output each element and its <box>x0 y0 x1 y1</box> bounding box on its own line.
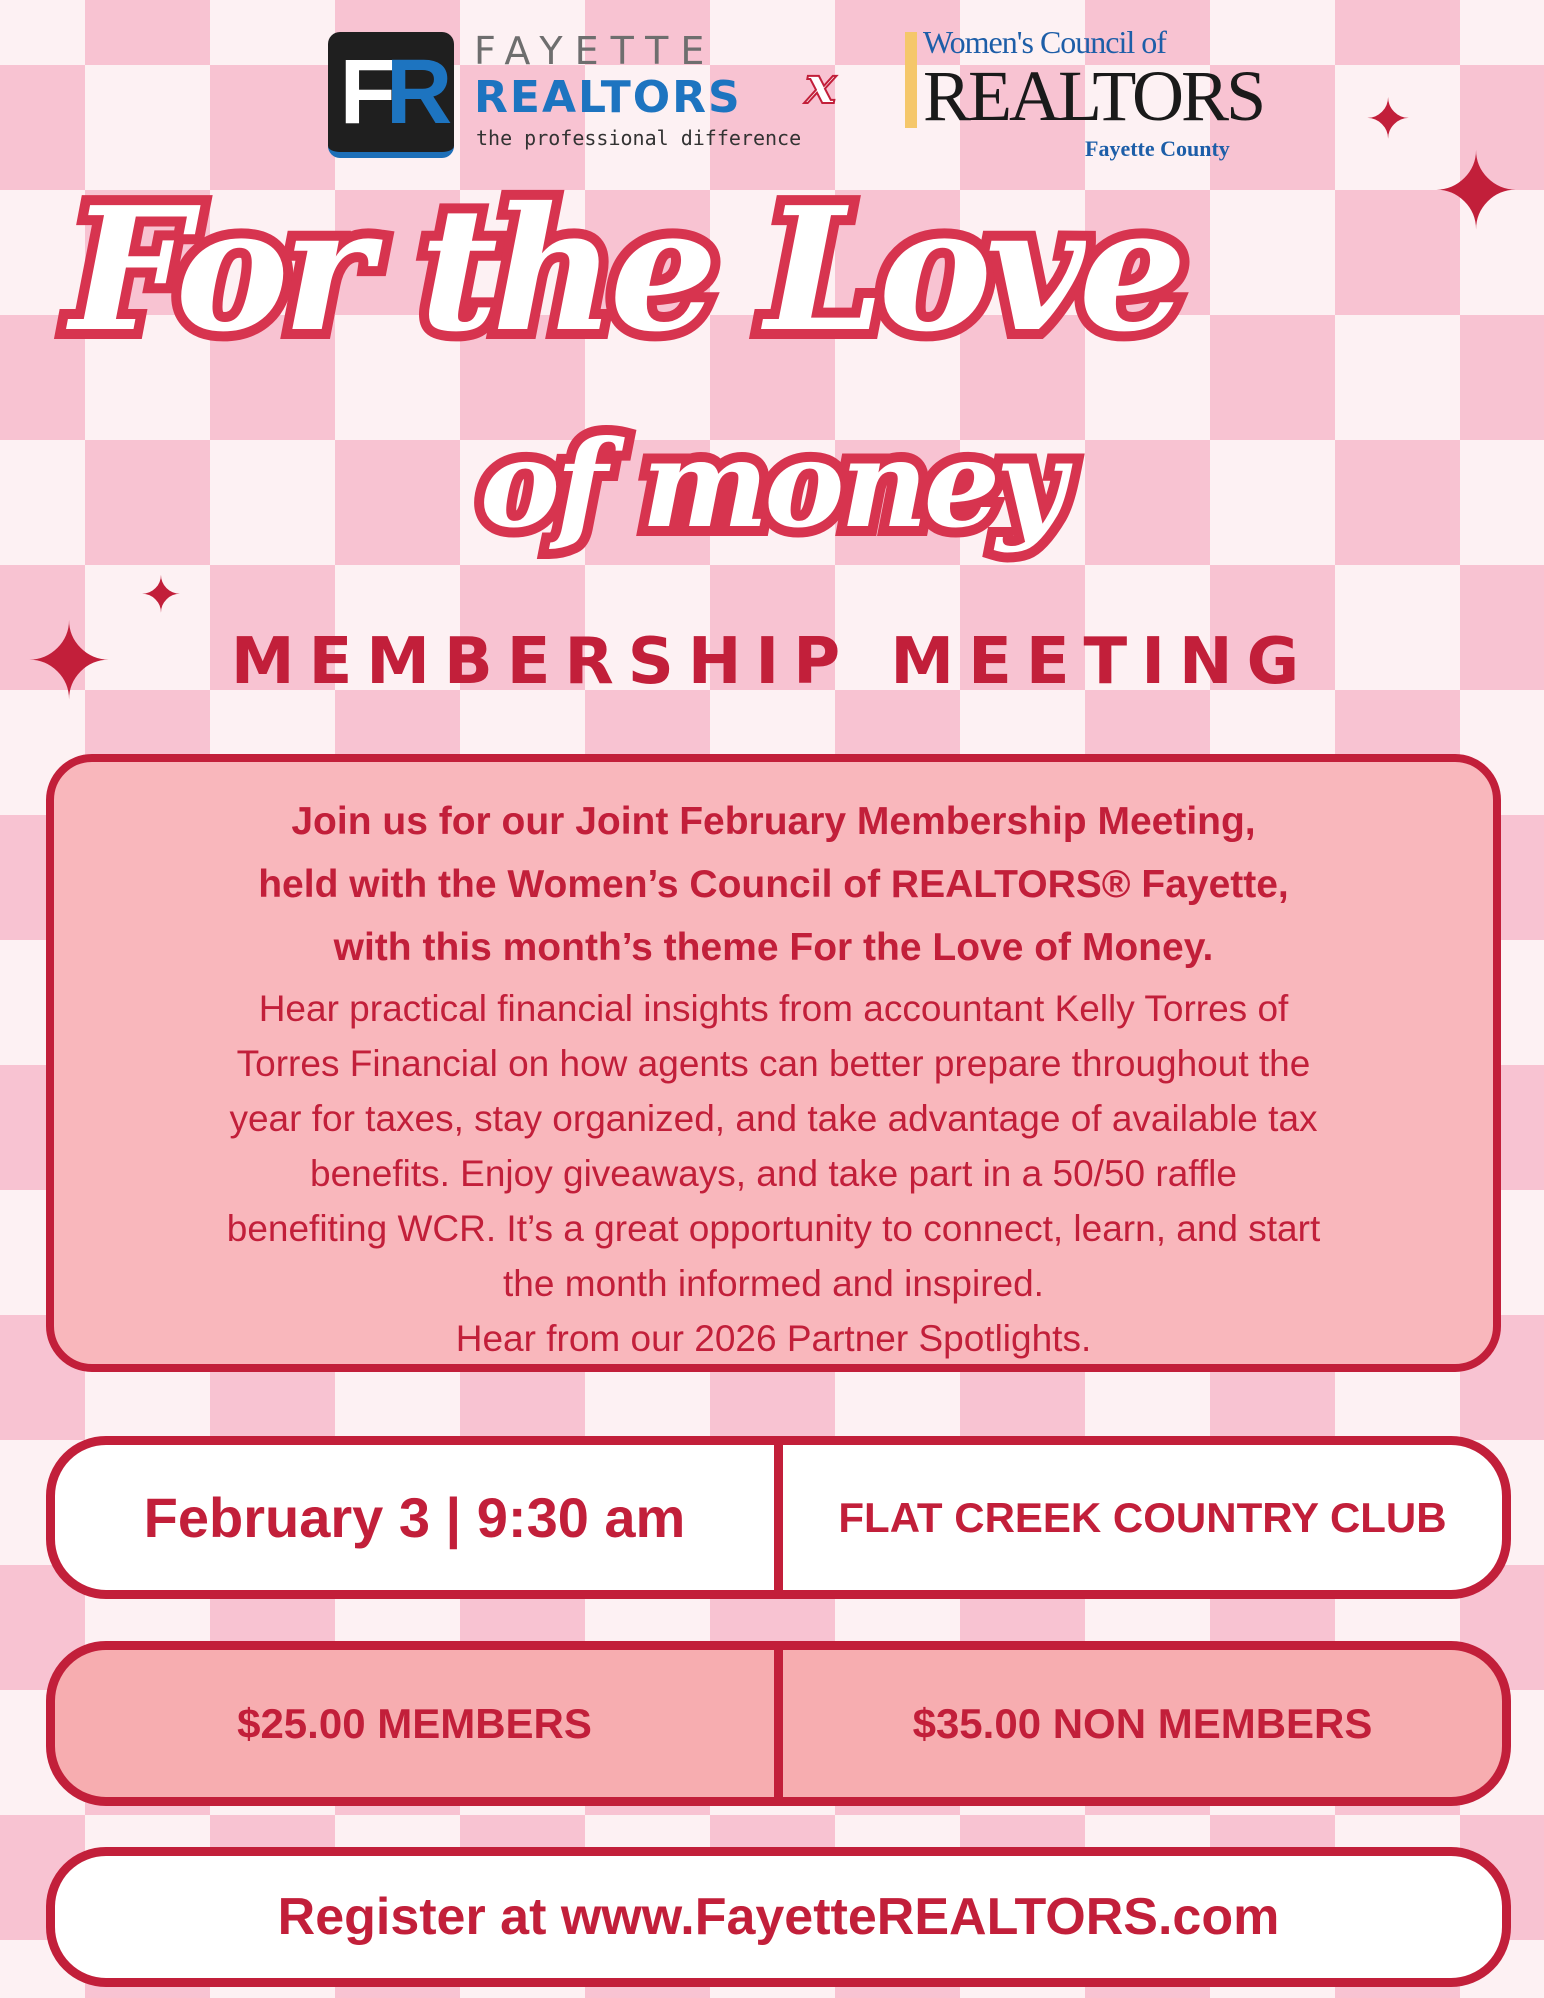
info-body <box>84 979 1463 1366</box>
sparkle-icon: ✦ <box>1365 88 1412 150</box>
info-body-line: benefits. Enjoy giveaways, and take part in a 50/50 raffle <box>310 1153 1237 1194</box>
fayette-realtors-logo <box>328 29 802 157</box>
info-body-line: Torres Financial on how agents can better prepare throughout the <box>236 1043 1311 1084</box>
price-members: $25.00 MEMBERS <box>237 1699 592 1747</box>
pricing-row <box>46 1641 1511 1806</box>
logo-fayette-text: FAYETTE <box>474 29 717 73</box>
wcr-logo-bar <box>905 32 917 128</box>
subtitle: MEMBERSHIP MEETING <box>230 625 1314 699</box>
info-box <box>46 754 1501 1372</box>
sparkle-icon: ✦ <box>1432 134 1520 251</box>
info-bold-line: held with the Women’s Council of REALTORS® Fayette, <box>258 863 1289 906</box>
register-link[interactable]: Register at www.FayetteREALTORS.com <box>277 1888 1280 1946</box>
wcr-logo-line1: Women's Council of <box>923 24 1166 60</box>
info-body-line: benefiting WCR. It’s a great opportunity to connect, learn, and start <box>226 1208 1321 1249</box>
title-line2: of money <box>480 414 1062 555</box>
info-bold-line: with this month’s theme For the Love of Money. <box>333 926 1214 969</box>
info-bold-line: Join us for our Joint February Membership Meeting, <box>291 800 1256 843</box>
details-row <box>46 1436 1511 1599</box>
fr-logo-mark: F R <box>328 32 454 158</box>
info-body-line: Hear from our 2026 Partner Spotlights. <box>455 1318 1092 1359</box>
sparkle-icon: ✦ <box>140 567 182 623</box>
sparkle-icon: ✦ <box>25 604 113 721</box>
wcr-logo-line2: REALTORS <box>923 56 1264 136</box>
wcr-logo <box>905 24 1264 166</box>
price-non-members: $35.00 NON MEMBERS <box>774 1650 1502 1797</box>
date-time: February 3 | 9:30 am <box>143 1486 686 1549</box>
logo-tagline: the professional difference <box>476 126 802 150</box>
logo-realtors-text: REALTORS <box>474 72 742 123</box>
venue: FLAT CREEK COUNTRY CLUB <box>774 1445 1502 1590</box>
logo-separator: x <box>805 55 837 116</box>
info-body-line: year for taxes, stay organized, and take advantage of available tax <box>229 1098 1318 1139</box>
info-body-line: the month informed and inspired. <box>503 1263 1044 1304</box>
register-row <box>46 1847 1511 1987</box>
wcr-logo-line3: Fayette County <box>1085 136 1230 161</box>
title-line1: For the Love <box>70 170 1181 370</box>
info-body-line: Hear practical financial insights from accountant Kelly Torres of <box>258 988 1289 1029</box>
